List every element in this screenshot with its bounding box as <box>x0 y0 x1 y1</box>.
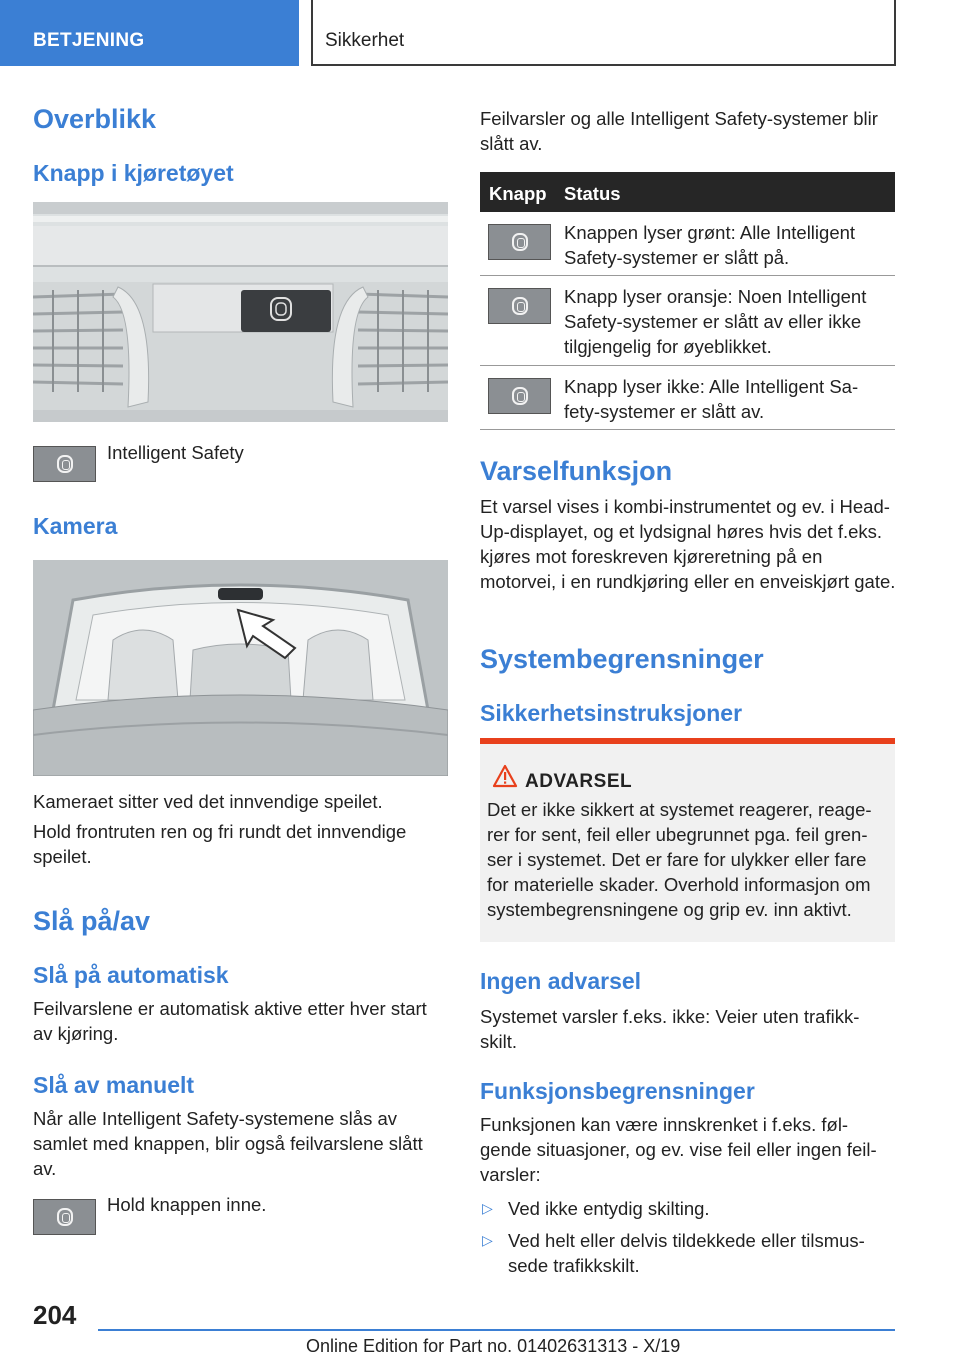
warning-body: Det er ikke sikkert at systemet reagerer, reage-rer for sent, feil eller ubegrunnet pga. feil gren-ser i systemet. Det er fare for ulykker eller fare for materielle skader. Overhold informasjon om systembegrensningene og grip ev. inn aktivt. <box>487 799 872 920</box>
camera-text-2: Hold frontruten ren og fri rundt det innvendige speilet. <box>33 821 407 867</box>
bullet-triangle-icon: ▷ <box>482 1232 493 1248</box>
button-green-icon <box>488 224 551 260</box>
heading-funksjonsbegrensninger: Funksjonsbegrensninger <box>480 1078 755 1104</box>
dashboard-drawing <box>33 202 448 422</box>
heading-knapp: Knapp i kjøretøyet <box>33 160 234 186</box>
camera-text-1: Kameraet sitter ved det innvendige speilet. <box>33 791 383 812</box>
heading-sikkerhetsinstruksjoner: Sikkerhetsinstruksjoner <box>480 700 743 726</box>
chapter-title: Sikkerhet <box>325 30 405 51</box>
heading-ingen-advarsel: Ingen advarsel <box>480 968 642 994</box>
table-row-status: Knappen lyser grønt: Alle Intelligent Safety-systemer er slått på. <box>564 222 856 268</box>
manual-text: Når alle Intelligent Safety-systemene slås av samlet med knappen, blir også feilvarslene slått av. <box>33 1108 423 1179</box>
icon-caption: Intelligent Safety <box>107 442 244 463</box>
heading-systembegrensninger: Systembegrensninger <box>480 644 764 674</box>
camera-location-illustration <box>33 560 448 776</box>
car-interior-drawing <box>33 560 448 776</box>
heading-slaa-paa-automatisk: Slå på automatisk <box>33 962 229 988</box>
table-row-status: Knapp lyser oransje: Noen Intelligent Safety-systemer er slått av eller ikke tilgjengelig for øyeblikket. <box>564 286 867 357</box>
dashboard-button-illustration <box>33 202 448 422</box>
heading-varselfunksjon: Varselfunksjon <box>480 456 673 486</box>
table-row <box>480 366 895 430</box>
heading-slaa-paa-av: Slå på/av <box>33 906 151 936</box>
table-row <box>480 276 895 366</box>
hold-caption: Hold knappen inne. <box>107 1194 267 1215</box>
table-col-status: Status <box>564 183 621 204</box>
auto-text: Feilvarslene er automatisk aktive etter hver start av kjøring. <box>33 998 427 1044</box>
table-header <box>480 172 895 212</box>
list-item-text: Ved helt eller delvis tildekkede eller tilsmus-sede trafikkskilt. <box>508 1230 865 1276</box>
list-item <box>480 1228 895 1280</box>
button-off-icon <box>488 378 551 414</box>
page-number: 204 <box>33 1300 77 1330</box>
intelligent-safety-button-icon <box>33 446 96 482</box>
warning-title: ADVARSEL <box>525 771 633 792</box>
varsel-text: Et varsel vises i kombi-instrumentet og ev. i Head-Up-displayet, og et lydsignal høres hvis det f.eks. kjøres mot foreskreven kjøreretning på en motorvei, i en rundkjøring eller en enveiskjørt gate. <box>480 496 896 592</box>
warning-triangle-icon <box>492 764 518 788</box>
ingen-text: Systemet varsler f.eks. ikke: Veier uten trafikk-skilt. <box>480 1006 860 1052</box>
bullet-triangle-icon: ▷ <box>482 1200 493 1216</box>
button-orange-icon <box>488 288 551 324</box>
section-tab <box>0 0 299 66</box>
warning-box <box>480 738 895 942</box>
heading-overblikk: Overblikk <box>33 104 157 134</box>
hold-button-icon <box>33 1199 96 1235</box>
list-item-text: Ved ikke entydig skilting. <box>508 1198 710 1219</box>
table-col-knapp: Knapp <box>489 183 547 204</box>
section-title: BETJENING <box>33 30 145 51</box>
table-row-status: Knapp lyser ikke: Alle Intelligent Sa-fety-systemer er slått av. <box>564 376 859 422</box>
list-item <box>480 1196 895 1222</box>
intro-text: Feilvarsler og alle Intelligent Safety-systemer blir slått av. <box>480 108 878 154</box>
heading-slaa-av-manuelt: Slå av manuelt <box>33 1072 195 1098</box>
footer-edition: Online Edition for Part no. 01402631313 - X/19 <box>306 1336 681 1356</box>
heading-kamera: Kamera <box>33 513 118 539</box>
chapter-tab <box>311 0 896 66</box>
funk-text: Funksjonen kan være innskrenket i f.eks. føl-gende situasjoner, og ev. vise feil eller ingen feil-varsler: <box>480 1114 877 1185</box>
table-row <box>480 212 895 276</box>
footer-divider <box>98 1329 895 1331</box>
